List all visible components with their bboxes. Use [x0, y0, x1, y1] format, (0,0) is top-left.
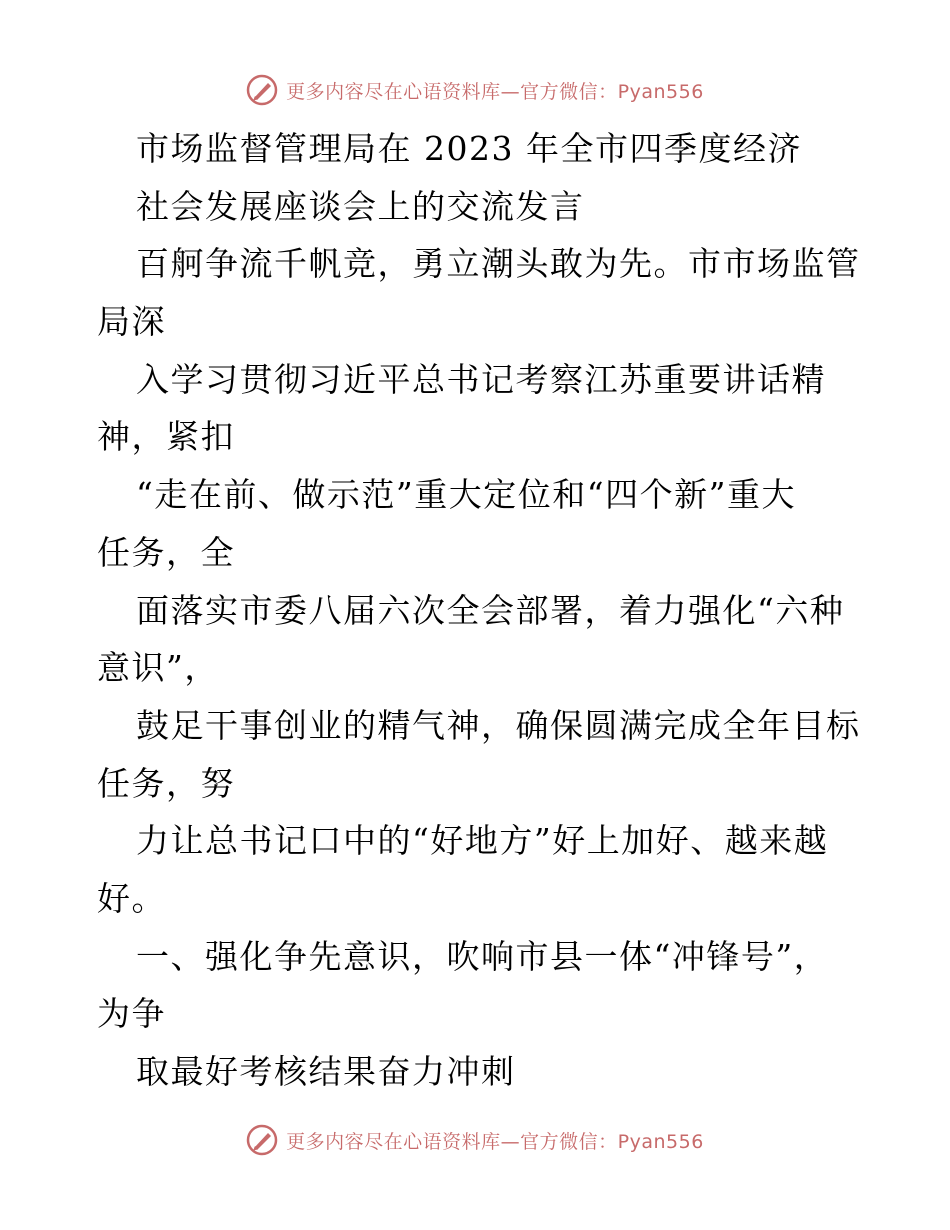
section-heading-line: 一、强化争先意识，吹响市县一体“冲锋号”，	[136, 936, 829, 976]
text-line: 入学习贯彻习近平总书记考察江苏重要讲话精	[136, 359, 826, 399]
title-line-2: 社会发展座谈会上的交流发言	[136, 186, 585, 226]
watermark-text: 更多内容尽在心语资料库—官方微信：Pyan556	[286, 1130, 704, 1153]
text-line: 鼓足干事创业的精气神，确保圆满完成全年目标	[136, 705, 861, 745]
text-line: 力让总书记口中的“好地方”好上加好、越来越	[136, 821, 829, 861]
watermark-header	[0, 70, 950, 110]
section-heading-line: 取最好考核结果奋力冲刺	[136, 1052, 516, 1091]
text-line: 任务，全	[97, 532, 235, 572]
document-body	[97, 120, 861, 1101]
text-line: 百舸争流千帆竞，勇立潮头敢为先。市市场监管	[136, 244, 861, 284]
title-line-1: 市场监督管理局在 2023 年全市四季度经济	[136, 129, 802, 168]
quill-logo-icon	[246, 74, 278, 106]
text-line: 局深	[97, 302, 166, 342]
text-line: 面落实市委八届六次全会部署，着力强化“六种	[136, 590, 845, 630]
watermark-footer	[0, 1120, 950, 1160]
watermark-text: 更多内容尽在心语资料库—官方微信：Pyan556	[286, 80, 704, 103]
text-line: 好。	[97, 878, 166, 918]
text-line: 神，紧扣	[97, 417, 235, 457]
quill-logo-icon	[246, 1124, 278, 1156]
text-line: 意识”，	[97, 648, 219, 688]
text-line: “走在前、做示范”重大定位和“四个新”重大	[136, 475, 796, 515]
section-heading-line: 为争	[97, 994, 166, 1034]
text-line: 任务，努	[97, 763, 235, 803]
